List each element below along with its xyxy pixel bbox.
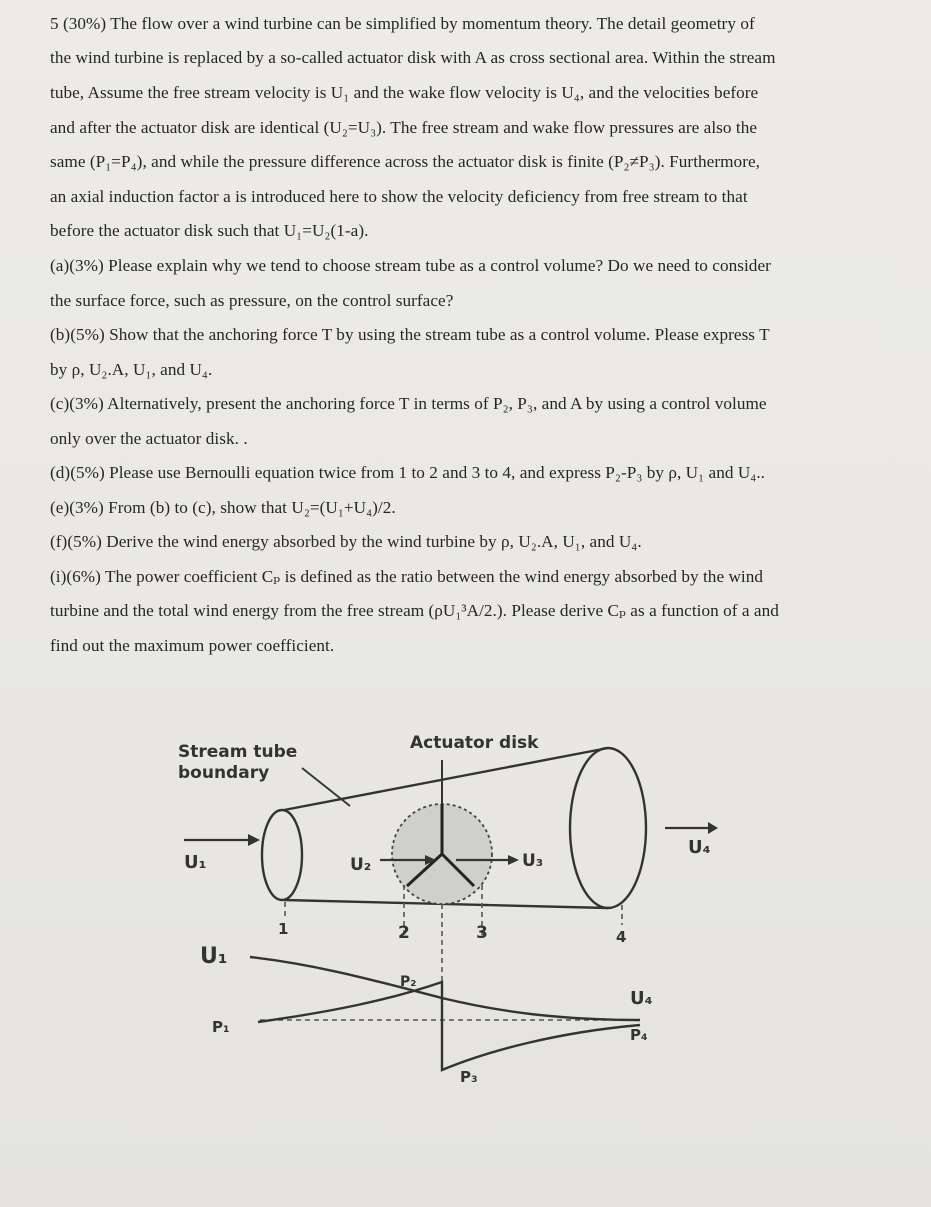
tube-top-edge	[284, 748, 608, 810]
question-c: (c)(3%) Alternatively, present the anchoring force T in terms of P₂, P₃, and A by using a control volume	[50, 394, 767, 413]
question-f: (f)(5%) Derive the wind energy absorbed by the wind turbine by ρ, U₂.A, U₁, and U₄.	[50, 532, 642, 551]
u3-arrow-icon	[508, 855, 519, 865]
stream-tube-label-cont: boundary	[178, 763, 270, 783]
question-d: (d)(5%) Please use Bernoulli equation twice from 1 to 2 and 3 to 4, and express P₂-P₃ by ρ, U₁ and U₄..	[50, 463, 766, 482]
question-e: (e)(3%) From (b) to (c), show that U₂=(U₁+U₄)/2.	[50, 498, 396, 517]
question-i-cont: turbine and the total wind energy from the free stream (ρU₁³A/2.). Please derive Cₚ as a function of a and	[50, 601, 779, 620]
u4-curve-label: U₄	[630, 988, 653, 1009]
u2-label: U₂	[350, 855, 372, 875]
velocity-curve	[250, 957, 640, 1020]
problem-line: before the actuator disk such that U₁=U₂(1-a).	[50, 221, 369, 240]
station-1-ellipse	[262, 810, 302, 900]
u1-curve-label: U₁	[200, 944, 228, 969]
actuator-disk	[392, 760, 492, 904]
station-4-ellipse	[570, 748, 646, 908]
station-3-label: 3	[476, 923, 488, 943]
u1-arrow-icon	[248, 834, 260, 846]
problem-line: an axial induction factor a is introduced here to show the velocity deficiency from free stream to that	[50, 187, 748, 206]
p4-curve-label: P₄	[630, 1026, 648, 1044]
pressure-curve	[258, 982, 640, 1070]
u3-label: U₃	[522, 851, 544, 871]
stream-tube-leader	[302, 768, 350, 806]
problem-line: the wind turbine is replaced by a so-called actuator disk with A as cross sectional area. Within the stream	[50, 48, 776, 67]
station-1-label: 1	[278, 920, 289, 938]
problem-line: tube, Assume the free stream velocity is U₁ and the wake flow velocity is U₄, and the velocities before	[50, 83, 759, 102]
p1-curve-label: P₁	[212, 1018, 230, 1036]
question-b-cont: by ρ, U₂.A, U₁, and U₄.	[50, 360, 213, 379]
question-b: (b)(5%) Show that the anchoring force T by using the stream tube as a control volume. Please express T	[50, 325, 770, 344]
question-a: (a)(3%) Please explain why we tend to choose stream tube as a control volume? Do we need to consider	[50, 256, 771, 275]
problem-line: same (P₁=P₄), and while the pressure difference across the actuator disk is finite (P₂≠P₃). Furthermore,	[50, 152, 760, 171]
station-2-label: 2	[398, 923, 410, 943]
u1-label: U₁	[184, 852, 207, 873]
station-lines	[260, 885, 640, 1065]
question-c-cont: only over the actuator disk. .	[50, 429, 248, 448]
problem-line: 5 (30%) The flow over a wind turbine can be simplified by momentum theory. The detail geometry of	[50, 14, 755, 33]
p3-label: P₃	[460, 1068, 478, 1086]
problem-line: and after the actuator disk are identical (U₂=U₃). The free stream and wake flow pressures are also the	[50, 118, 758, 137]
actuator-disk-diagram	[160, 720, 720, 1100]
u4-label: U₄	[688, 837, 711, 858]
stream-tube-label: Stream tube	[178, 742, 298, 762]
question-i: (i)(6%) The power coefficient Cₚ is defined as the ratio between the wind energy absorbed by the wind	[50, 567, 764, 586]
p2-label: P₂	[400, 974, 417, 990]
question-a-cont: the surface force, such as pressure, on the control surface?	[50, 291, 454, 310]
station-4-label: 4	[616, 928, 627, 946]
actuator-disk-label: Actuator disk	[410, 733, 539, 753]
u4-arrow-icon	[708, 822, 718, 834]
question-i-cont: find out the maximum power coefficient.	[50, 636, 335, 655]
